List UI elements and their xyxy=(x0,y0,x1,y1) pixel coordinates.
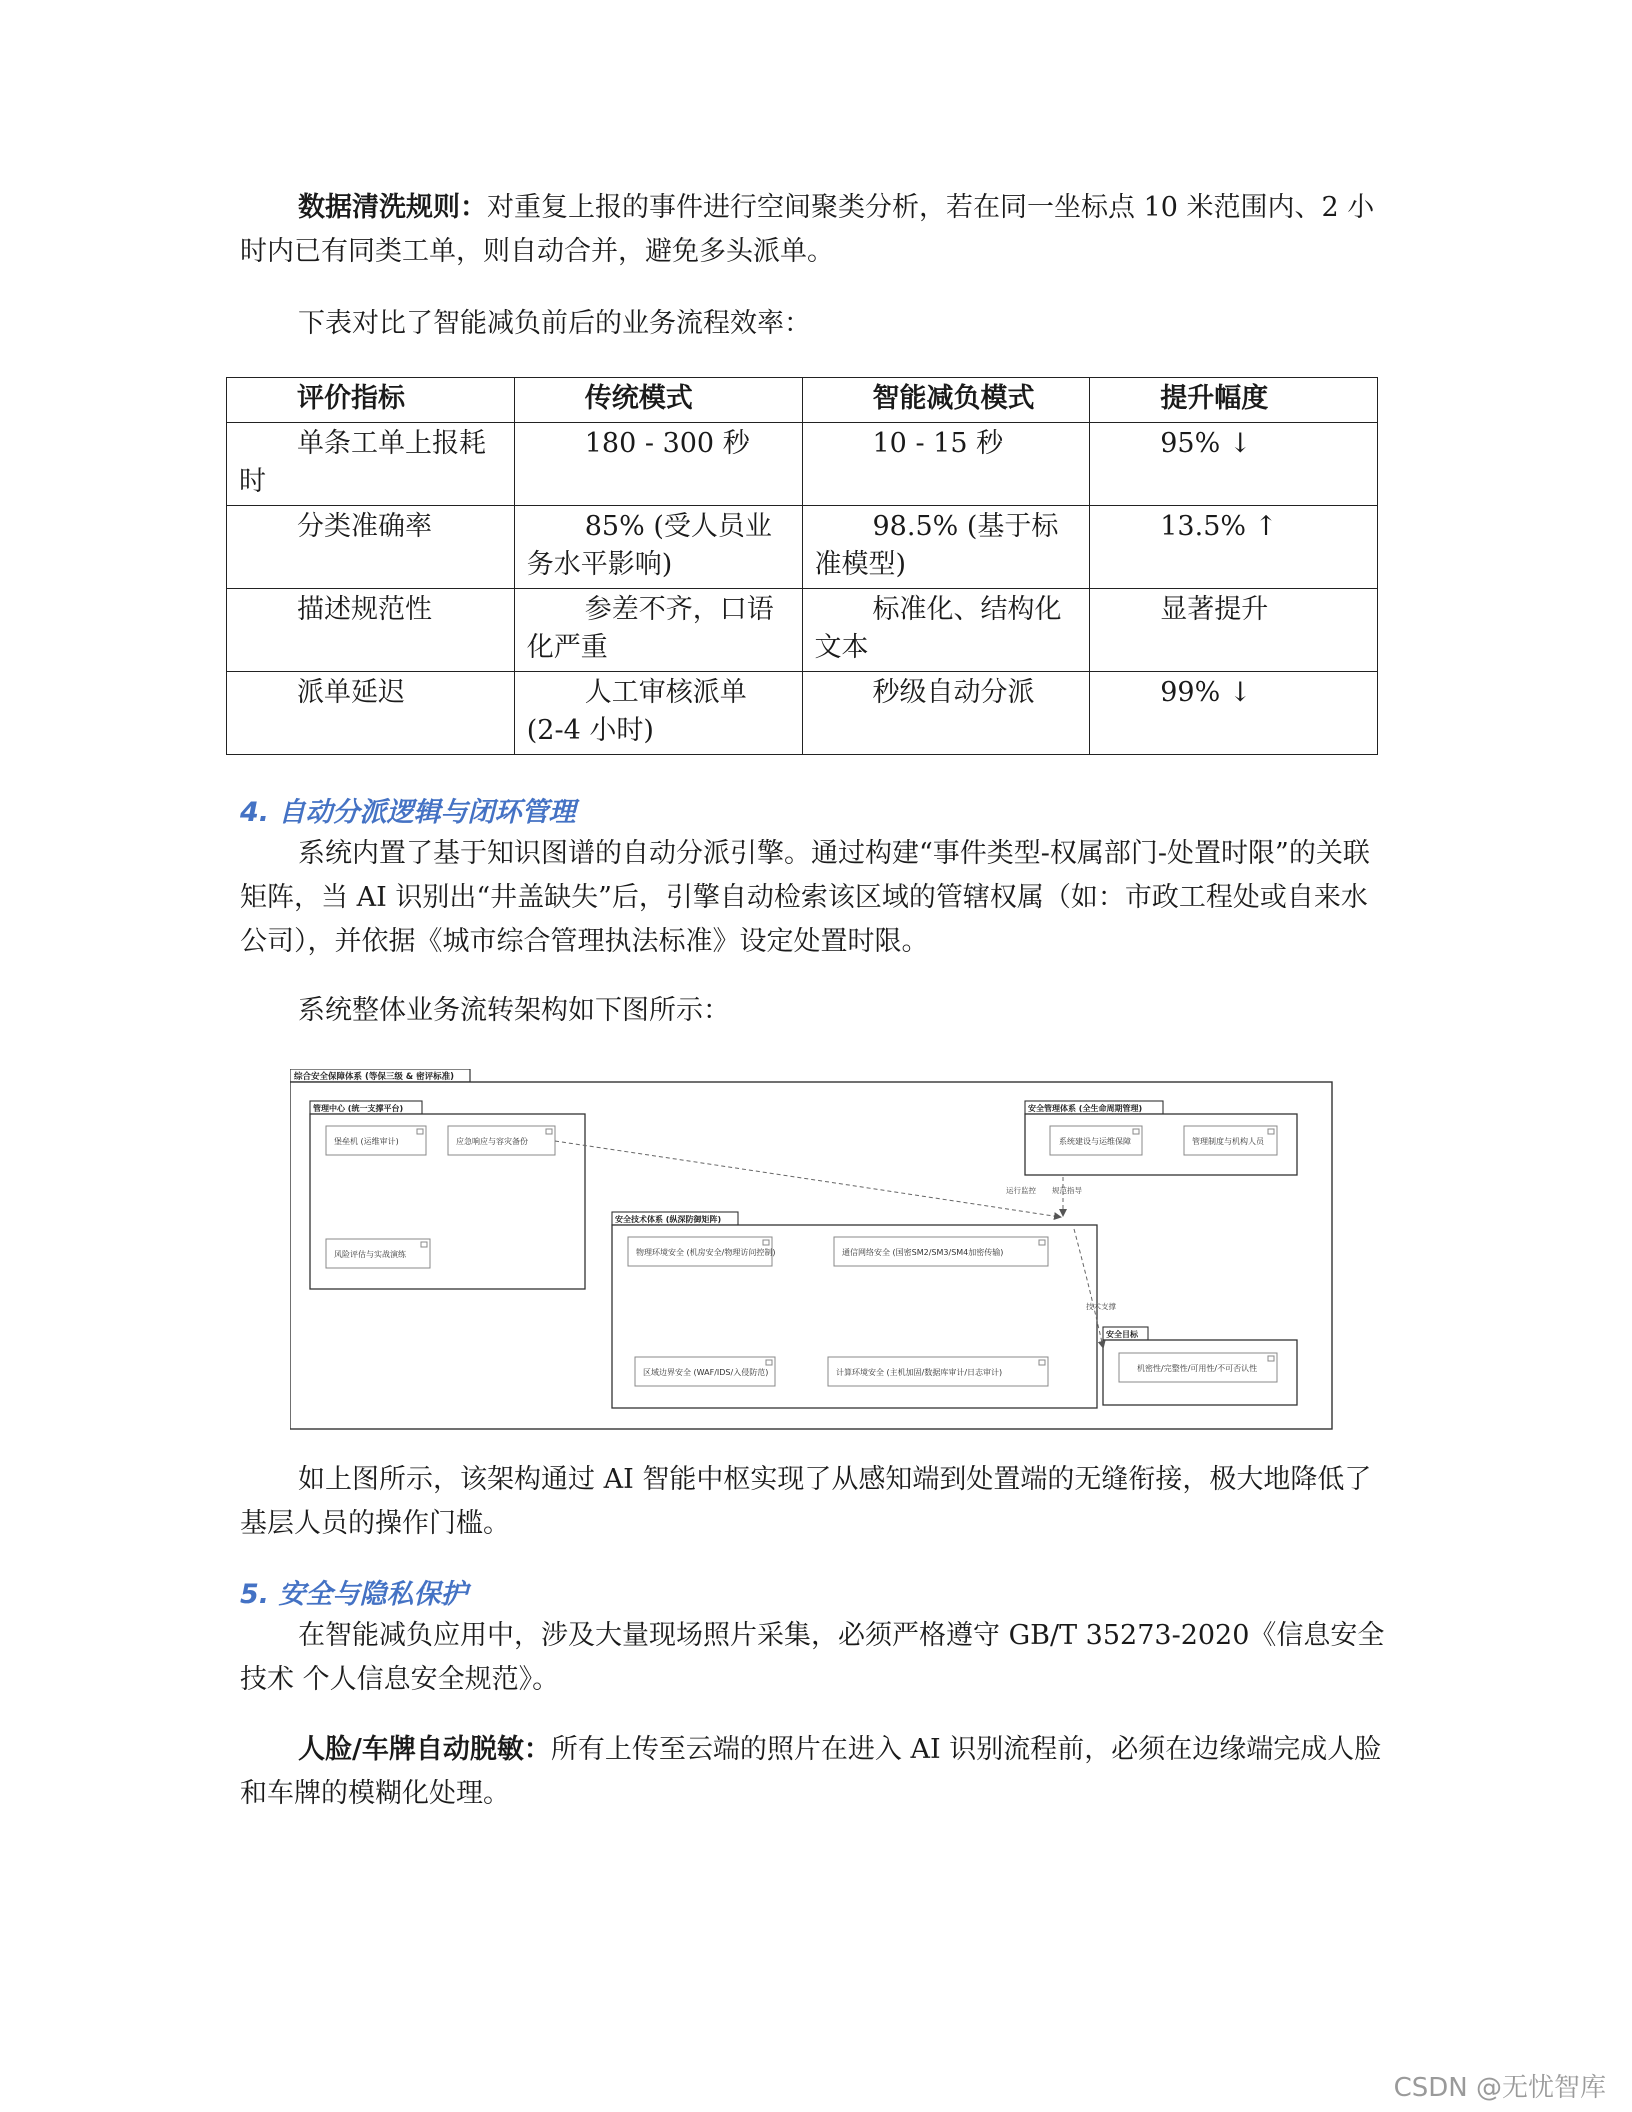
table-cell: 95% ↓ xyxy=(1090,423,1378,506)
component-label: 物理环境安全 (机房安全/物理访问控制) xyxy=(636,1248,776,1257)
table-header-row xyxy=(227,378,1378,423)
table-cell: 99% ↓ xyxy=(1090,672,1378,755)
table-cell: 派单延迟 xyxy=(227,672,515,755)
section-5-paragraph: 在智能减负应用中，涉及大量现场照片采集，必须严格遵守 GB/T 35273-2020《信息安全技术 个人信息安全规范》。 xyxy=(240,1620,1385,1695)
table-cell: 85% (受人员业务水平影响) xyxy=(514,506,802,589)
component-emergency xyxy=(448,1126,555,1155)
component-risk xyxy=(326,1239,430,1268)
table-cell: 98.5% (基于标准模型) xyxy=(802,506,1090,589)
table-cell: 标准化、结构化文本 xyxy=(802,589,1090,672)
component-bastion xyxy=(326,1126,426,1155)
security-goal-title: 安全目标 xyxy=(1106,1330,1138,1339)
table-header-cell: 评价指标 xyxy=(227,378,515,423)
diagram-intro: 系统整体业务流转架构如下图所示： xyxy=(298,995,730,1026)
table-cell: 10 - 15 秒 xyxy=(802,423,1090,506)
mgmt-center-title: 管理中心 (统一支撑平台) xyxy=(313,1104,404,1113)
table-header-cell: 提升幅度 xyxy=(1090,378,1378,423)
component-label: 应急响应与容灾备份 xyxy=(456,1137,528,1146)
architecture-diagram xyxy=(290,1069,1340,1431)
component-label: 通信网络安全 (国密SM2/SM3/SM4加密传输) xyxy=(842,1248,1004,1257)
section-4-heading: 4. 自动分派逻辑与闭环管理 xyxy=(240,797,576,828)
table-cell: 参差不齐，口语化严重 xyxy=(514,589,802,672)
table-header-cell: 智能减负模式 xyxy=(802,378,1090,423)
component-label: 堡垒机 (运维审计) xyxy=(334,1137,399,1146)
data-cleaning-paragraph xyxy=(240,186,1390,274)
table-cell: 单条工单上报耗时 xyxy=(227,423,515,506)
section-4-paragraph: 系统内置了基于知识图谱的自动分派引擎。通过构建“事件类型-权属部门-处置时限”的关联矩阵，当 AI 识别出“井盖缺失”后，引擎自动检索该区域的管辖权属（如：市政工程处或自来水公司），并依据《城市综合管理执法标准》设定处置时限。 xyxy=(240,838,1370,957)
data-cleaning-label: 数据清洗规则： xyxy=(298,192,487,223)
component-label: 风险评估与实战演练 xyxy=(334,1250,406,1259)
component-compute xyxy=(828,1357,1048,1386)
edge-label: 运行监控 xyxy=(1006,1186,1036,1195)
face-plate-text: 所有上传至云端的照片在进入 AI 识别流程前，必须在边缘端完成人脸和车牌的模糊化处理。 xyxy=(240,1734,1382,1809)
face-plate-paragraph xyxy=(240,1728,1390,1816)
section-5-heading: 5. 安全与隐私保护 xyxy=(240,1579,468,1610)
component-label: 计算环境安全 (主机加固/数据库审计/日志审计) xyxy=(836,1368,1003,1377)
outer-package-title: 综合安全保障体系 (等保三级 & 密评标准) xyxy=(294,1072,455,1082)
table-cell: 秒级自动分派 xyxy=(802,672,1090,755)
edge-label: 技术支撑 xyxy=(1086,1302,1116,1311)
component-boundary xyxy=(635,1357,775,1386)
component-label: 机密性/完整性/可用性/不可否认性 xyxy=(1137,1364,1258,1373)
edge-label: 规范指导 xyxy=(1052,1186,1082,1195)
table-cell: 13.5% ↑ xyxy=(1090,506,1378,589)
component-system-build xyxy=(1050,1126,1142,1155)
table-header-cell: 传统模式 xyxy=(514,378,802,423)
component-physical xyxy=(628,1237,775,1266)
table-cell: 显著提升 xyxy=(1090,589,1378,672)
table-intro: 下表对比了智能减负前后的业务流程效率： xyxy=(298,308,811,339)
data-cleaning-text: 对重复上报的事件进行空间聚类分析，若在同一坐标点 10 米范围内、2 小时内已有同类工单，则自动合并，避免多头派单。 xyxy=(240,192,1375,267)
comparison-table xyxy=(226,377,1378,755)
component-cia xyxy=(1119,1353,1277,1382)
table-row xyxy=(227,506,1378,589)
table-cell: 人工审核派单 (2-4 小时) xyxy=(514,672,802,755)
table-cell: 分类准确率 xyxy=(227,506,515,589)
component-label: 管理制度与机构人员 xyxy=(1192,1137,1264,1146)
table-row xyxy=(227,423,1378,506)
component-label: 系统建设与运维保障 xyxy=(1059,1137,1131,1146)
component-network xyxy=(834,1237,1048,1266)
watermark: CSDN @无忧智库 xyxy=(1393,2073,1606,2103)
table-row xyxy=(227,672,1378,755)
table-cell: 描述规范性 xyxy=(227,589,515,672)
security-mgmt-title: 安全管理体系 (全生命周期管理) xyxy=(1028,1104,1143,1113)
diagram-caption-paragraph: 如上图所示，该架构通过 AI 智能中枢实现了从感知端到处置端的无缝衔接，极大地降低了基层人员的操作门槛。 xyxy=(240,1464,1372,1539)
table-cell: 180 - 300 秒 xyxy=(514,423,802,506)
face-plate-label: 人脸/车牌自动脱敏： xyxy=(298,1734,551,1765)
table-row xyxy=(227,589,1378,672)
security-tech-title: 安全技术体系 (纵深防御矩阵) xyxy=(615,1215,722,1224)
component-label: 区域边界安全 (WAF/IDS/入侵防范) xyxy=(643,1368,769,1377)
component-mgmt-system xyxy=(1184,1126,1277,1155)
